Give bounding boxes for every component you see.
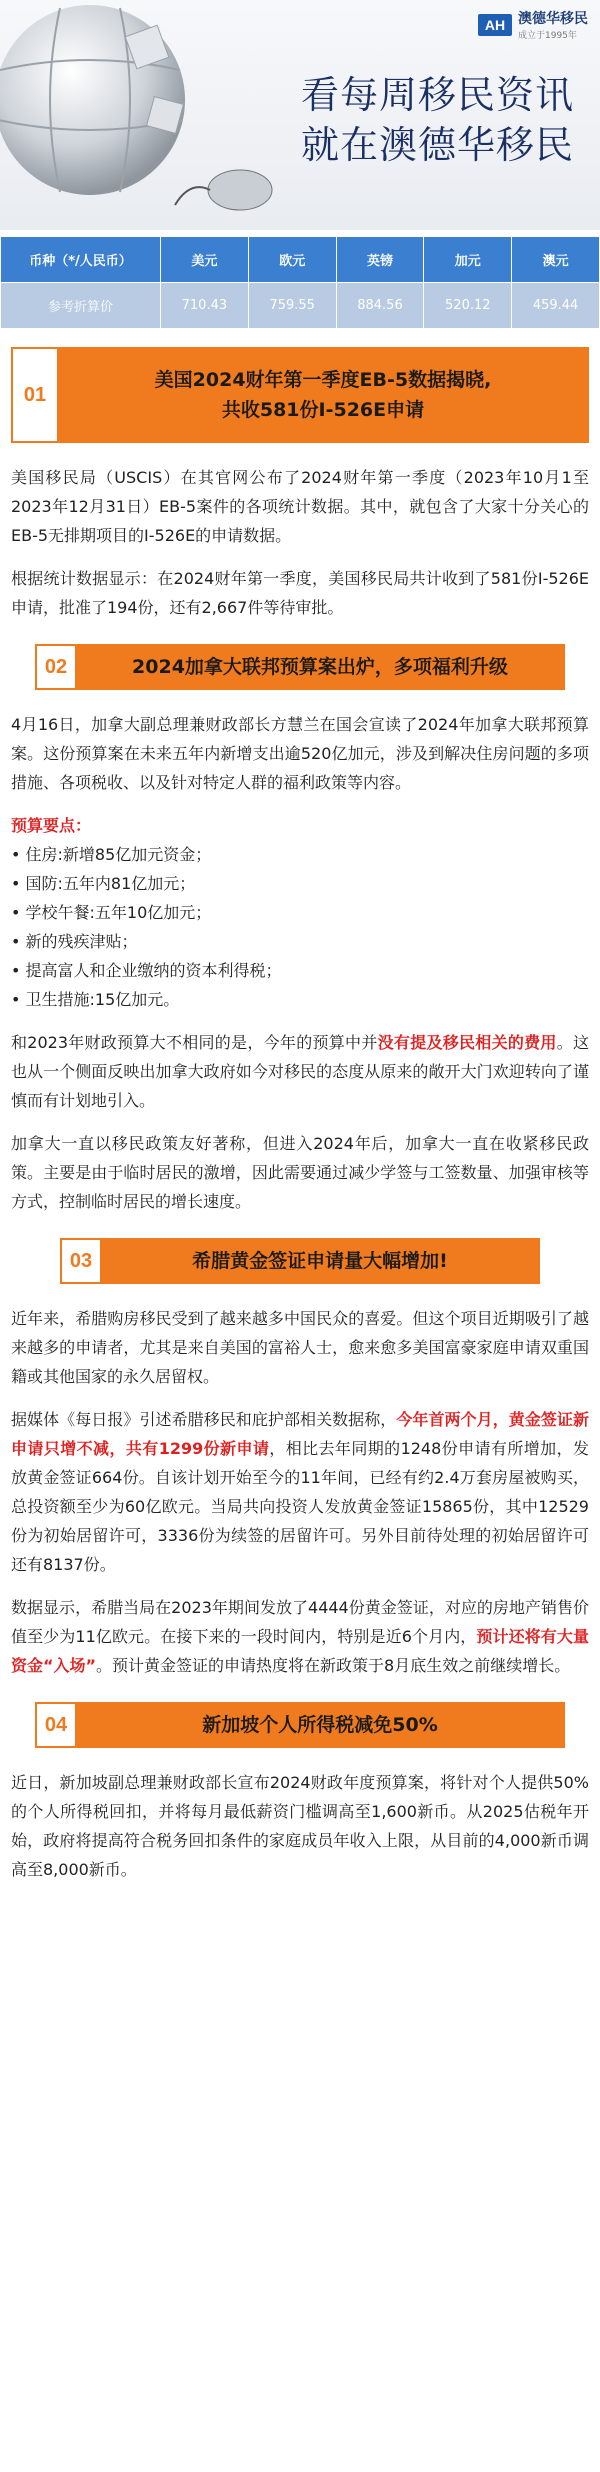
section-number: 03 (62, 1240, 102, 1282)
table-header-cell: 币种（*/人民币） (1, 237, 161, 283)
section-title (77, 1704, 563, 1746)
section-number: 04 (37, 1704, 77, 1746)
section-header-03 (60, 1238, 540, 1284)
budget-bullet-list (0, 840, 600, 1014)
exchange-rate-table (0, 236, 600, 329)
section-title-line: 希腊黄金签证申请量大幅增加! (192, 1250, 448, 1272)
highlight-text: 今年首两个月，黄金签证新申请只增不减，共有1299份新申请 (11, 1410, 589, 1458)
paragraph (0, 1028, 600, 1115)
section-title (59, 349, 587, 441)
section-number: 01 (13, 349, 59, 441)
headline-line-2: 就在澳德华移民 (300, 123, 574, 167)
banner-headline (301, 70, 574, 170)
rate-cell: 759.55 (248, 283, 336, 329)
paragraph: 美国移民局（USCIS）在其官网公布了2024财年第一季度（2023年10月1至2023年12月31日）EB-5案件的各项统计数据。其中，就包含了大家十分关心的EB-5无排期项目的I-526E的申请数据。 (11, 468, 589, 545)
section-title-line: 新加坡个人所得税减免50% (202, 1714, 438, 1736)
table-header-cell: 美元 (161, 237, 249, 283)
text-run: 。这也从一个侧面反映出加拿大政府如今对移民的态度从原来的敞开大门欢迎转向了谨慎而有计划地引入。 (11, 1033, 589, 1110)
text-run: 和2023年财政预算大不相同的是，今年的预算中并 (11, 1033, 378, 1052)
table-header-cell: 欧元 (248, 237, 336, 283)
list-item: • 卫生措施:15亿加元。 (11, 985, 589, 1014)
section-title (102, 1240, 538, 1282)
logo-mark: AH (478, 14, 512, 36)
text-run: ，相比去年同期的1248份申请有所增加，发放黄金签证664份。自该计划开始至今的11年间，已经有约2.4万套房屋被购买，总投资额至少为60亿欧元。当局共向投资人发放黄金签证15865份，其中12529份为初始居留许可，3336份为续签的居留许可。另外目前待处理的初始居留许可还有8137份。 (11, 1439, 589, 1574)
paragraph: 近日，新加坡副总理兼财政部长宣布2024财政年度预算案，将针对个人提供50%的个人所得税回扣，并将每月最低薪资门槛调高至1,600新币。从2025估税年开始，政府将提高符合税务回扣条件的家庭成员年收入上限，从目前的4,000新币调高至8,000新币。 (11, 1773, 589, 1879)
rate-cell: 459.44 (512, 283, 600, 329)
rate-cell: 884.56 (336, 283, 424, 329)
paragraph (0, 1405, 600, 1579)
table-header-cell: 英镑 (336, 237, 424, 283)
highlight-text: 没有提及移民相关的费用 (377, 1033, 557, 1052)
section-header-01 (11, 347, 589, 443)
rate-cell: 520.12 (424, 283, 512, 329)
section-title (77, 646, 563, 688)
rate-cell: 710.43 (161, 283, 249, 329)
text-run: 。预计黄金签证的申请热度将在新政策于8月底生效之前继续增长。 (96, 1656, 571, 1675)
list-item: • 新的残疾津贴； (11, 927, 589, 956)
paragraph: 4月16日，加拿大副总理兼财政部长方慧兰在国会宣读了2024年加拿大联邦预算案。这份预算案在未来五年内新增支出逾520亿加元，涉及到解决住房问题的多项措施、各项税收、以及针对特定人群的福利政策等内容。 (11, 715, 589, 792)
section-title-line: 共收581份I-526E申请 (221, 399, 425, 421)
table-header-row (1, 237, 600, 283)
budget-key-label: 预算要点： (11, 816, 92, 835)
paragraph: 根据统计数据显示：在2024财年第一季度，美国移民局共计收到了581份I-526E申请，批准了194份，还有2,667件等待审批。 (11, 569, 589, 617)
computer-mouse-icon (170, 150, 280, 220)
text-run: 数据显示，希腊当局在2023年期间发放了4444份黄金签证，对应的房地产销售价值至少为11亿欧元。在接下来的一段时间内，特别是近6个月内， (11, 1598, 589, 1646)
table-header-cell: 加元 (424, 237, 512, 283)
highlight-text: 预计还将有大量资金“入场” (11, 1627, 589, 1675)
list-item: • 国防:五年内81亿加元； (11, 869, 589, 898)
paragraph (0, 1593, 600, 1680)
section-title-line: 2024加拿大联邦预算案出炉，多项福利升级 (132, 656, 508, 678)
table-row (1, 283, 600, 329)
section-header-04 (35, 1702, 565, 1748)
section-header-02 (35, 644, 565, 690)
logo-subtitle: 成立于1995年 (518, 31, 577, 41)
company-logo (478, 8, 588, 41)
list-item: • 住房:新增85亿加元资金； (11, 840, 589, 869)
list-item: • 学校午餐:五年10亿加元； (11, 898, 589, 927)
header-banner (0, 0, 600, 230)
section-title-line: 美国2024财年第一季度EB-5数据揭晓, (154, 369, 492, 391)
table-header-cell: 澳元 (512, 237, 600, 283)
text-run: 据媒体《每日报》引述希腊移民和庇护部相关数据称， (11, 1410, 397, 1429)
paragraph: 加拿大一直以移民政策友好著称，但进入2024年后，加拿大一直在收紧移民政策。主要是由于临时居民的激增，因此需要通过减少学签与工签数量、加强审核等方式，控制临时居民的增长速度。 (11, 1134, 589, 1211)
headline-line-1: 看每周移民资讯 (300, 73, 574, 117)
list-item: • 提高富人和企业缴纳的资本利得税； (11, 956, 589, 985)
logo-name: 澳德华移民 (518, 11, 588, 27)
section-number: 02 (37, 646, 77, 688)
paragraph: 近年来，希腊购房移民受到了越来越多中国民众的喜爱。但这个项目近期吸引了越来越多的申请者，尤其是来自美国的富裕人士，愈来愈多美国富豪家庭申请双重国籍或其他国家的永久居留权。 (11, 1309, 589, 1386)
row-label-cell: 参考折算价 (1, 283, 161, 329)
